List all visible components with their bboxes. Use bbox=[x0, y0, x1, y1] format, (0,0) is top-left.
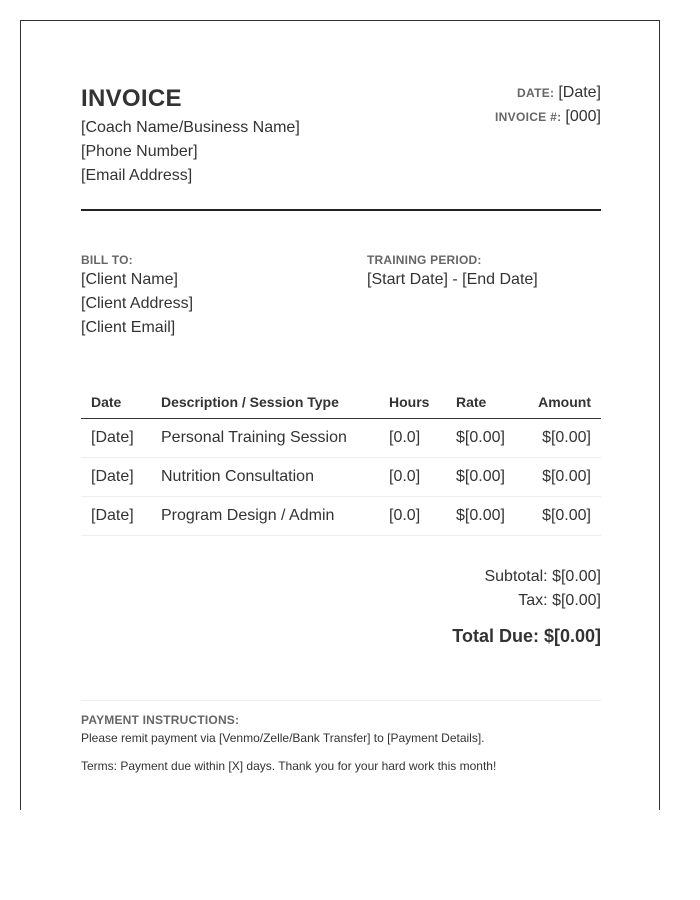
bill-to-label: BILL TO: bbox=[81, 253, 133, 267]
invoice-number-label: INVOICE #: bbox=[495, 110, 562, 124]
col-description-header: Description / Session Type bbox=[151, 386, 379, 419]
coach-name: [Coach Name/Business Name] bbox=[81, 119, 300, 136]
total-due: Total Due: $[0.00] bbox=[452, 626, 601, 646]
date-value: [Date] bbox=[558, 84, 601, 101]
col-rate-header: Rate bbox=[446, 386, 515, 419]
row-hours: [0.0] bbox=[379, 497, 446, 536]
row-description: Program Design / Admin bbox=[151, 497, 379, 536]
table-header-row bbox=[81, 386, 601, 419]
table-row bbox=[81, 497, 601, 536]
payment-instructions-label: PAYMENT INSTRUCTIONS: bbox=[81, 713, 240, 727]
footer-divider bbox=[81, 700, 601, 701]
payment-instructions-text: Please remit payment via [Venmo/Zelle/Bank Transfer] to [Payment Details]. bbox=[81, 731, 485, 745]
row-date: [Date] bbox=[81, 419, 151, 458]
row-date: [Date] bbox=[81, 497, 151, 536]
invoice-number-value: [000] bbox=[565, 108, 601, 125]
row-rate: $[0.00] bbox=[446, 497, 515, 536]
payment-terms: Terms: Payment due within [X] days. Thank you for your hard work this month! bbox=[81, 759, 497, 773]
row-amount: $[0.00] bbox=[515, 458, 601, 497]
invoice-title: INVOICE bbox=[81, 85, 182, 112]
row-date: [Date] bbox=[81, 458, 151, 497]
invoice-number bbox=[495, 108, 601, 126]
row-rate: $[0.00] bbox=[446, 419, 515, 458]
row-rate: $[0.00] bbox=[446, 458, 515, 497]
row-amount: $[0.00] bbox=[515, 497, 601, 536]
line-items-table bbox=[81, 386, 601, 536]
row-description: Personal Training Session bbox=[151, 419, 379, 458]
invoice-date bbox=[517, 84, 601, 102]
table-row bbox=[81, 458, 601, 497]
col-amount-header: Amount bbox=[515, 386, 601, 419]
header-divider bbox=[81, 209, 601, 211]
client-address: [Client Address] bbox=[81, 295, 194, 312]
col-hours-header: Hours bbox=[379, 386, 446, 419]
col-date-header: Date bbox=[81, 386, 151, 419]
subtotal: Subtotal: $[0.00] bbox=[484, 568, 601, 585]
row-amount: $[0.00] bbox=[515, 419, 601, 458]
client-name: [Client Name] bbox=[81, 271, 178, 288]
tax: Tax: $[0.00] bbox=[518, 592, 601, 609]
table-row bbox=[81, 419, 601, 458]
row-hours: [0.0] bbox=[379, 458, 446, 497]
row-hours: [0.0] bbox=[379, 419, 446, 458]
date-label: DATE: bbox=[517, 86, 555, 100]
row-description: Nutrition Consultation bbox=[151, 458, 379, 497]
invoice-page bbox=[20, 20, 660, 810]
coach-email: [Email Address] bbox=[81, 167, 193, 184]
coach-phone: [Phone Number] bbox=[81, 143, 198, 160]
training-period-value: [Start Date] - [End Date] bbox=[367, 271, 538, 288]
training-period-label: TRAINING PERIOD: bbox=[367, 253, 482, 267]
client-email: [Client Email] bbox=[81, 319, 176, 336]
